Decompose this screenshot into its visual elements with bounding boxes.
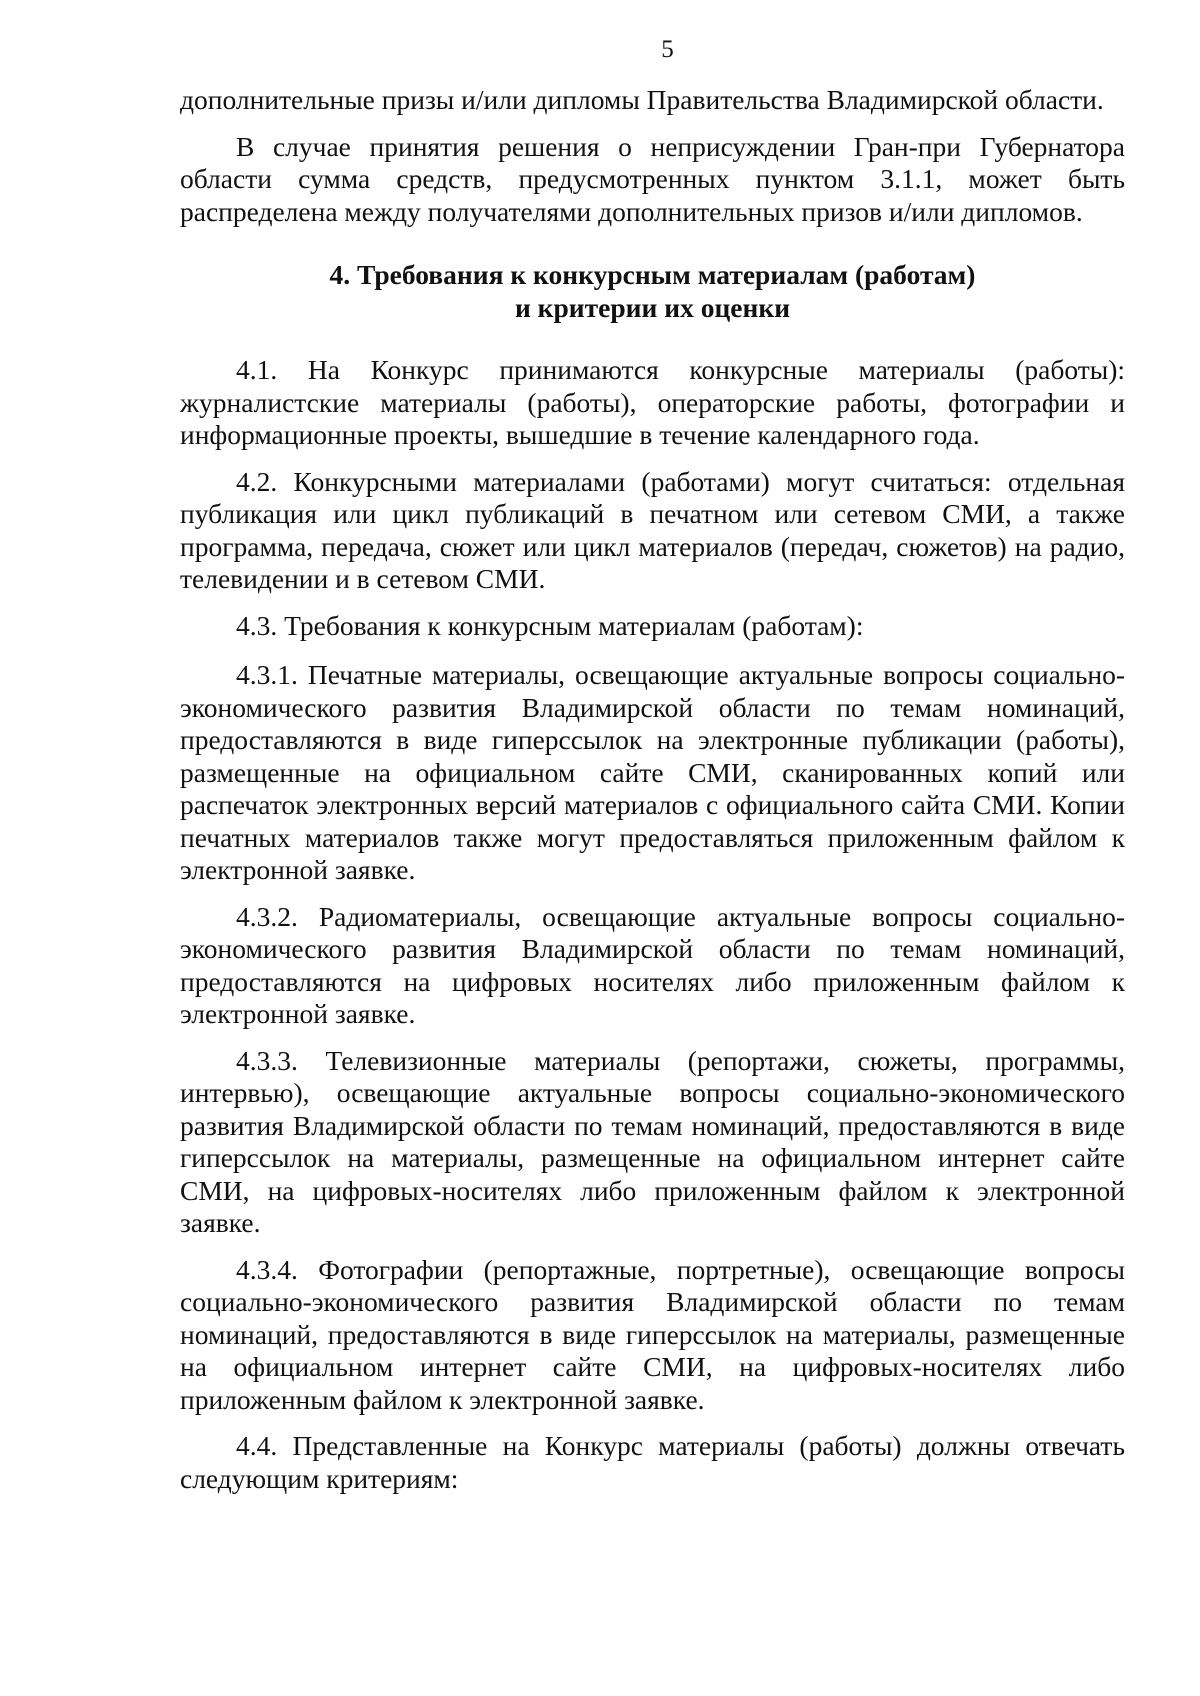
- page-number: 5: [661, 36, 674, 63]
- paragraph-4-1: 4.1. На Конкурс принимаются конкурсные материалы (работы): журналистские материалы (работы), операторские работы, фотографии и информационные проекты, вышедшие в течение календарного года.: [180, 354, 1125, 450]
- paragraph-4-4: 4.4. Представленные на Конкурс материалы (работы) должны отвечать следующим критериям:: [180, 1430, 1125, 1494]
- section-heading-line2: и критерии их оценки: [514, 292, 791, 323]
- paragraph-4-3-2: 4.3.2. Радиоматериалы, освещающие актуальные вопросы социально-экономического развития Владимирской области по темам номинаций, предоставляются на цифровых носителях либо приложенным файлом к электронной заявке.: [180, 900, 1125, 1029]
- paragraph-4-3: 4.3. Требования к конкурсным материалам (работам):: [236, 609, 864, 641]
- paragraph-4-2: 4.2. Конкурсными материалами (работами) могут считаться: отдельная публикация или цикл публикаций в печатном или сетевом СМИ, а также программа, передача, сюжет или цикл материалов (передач, сюжетов) на радио, телевидении и в сетевом СМИ.: [180, 465, 1125, 594]
- paragraph-4-3-3: 4.3.3. Телевизионные материалы (репортажи, сюжеты, программы, интервью), освещающие актуальные вопросы социально-экономического развития Владимирской области по темам номинаций, предоставляются в виде гиперссылок на материалы, размещенные на официальном интернет сайте СМИ, на цифровых-носителях либо приложенным файлом к электронной заявке.: [180, 1044, 1125, 1238]
- section-heading: [180, 258, 1125, 324]
- paragraph-grand-prix: В случае принятия решения о неприсуждении Гран-при Губернатора области сумма средств, предусмотренных пунктом 3.1.1, может быть распределена между получателями дополнительных призов и/или дипломов.: [180, 130, 1125, 227]
- paragraph-continuation: дополнительные призы и/или дипломы Правительства Владимирской области.: [180, 84, 1104, 115]
- section-heading-line1: 4. Требования к конкурсным материалам (работам): [329, 259, 976, 290]
- document-page: [180, 30, 1125, 1509]
- paragraph-4-3-4: 4.3.4. Фотографии (репортажные, портретные), освещающие вопросы социально-экономического развития Владимирской области по темам номинаций, предоставляются в виде гиперссылок на материалы, размещенные на официальном интернет сайте СМИ, на цифровых-носителях либо приложенным файлом к электронной заявке.: [180, 1253, 1125, 1415]
- paragraph-4-3-1: 4.3.1. Печатные материалы, освещающие актуальные вопросы социально-экономического развития Владимирской области по темам номинаций, предоставляются в виде гиперссылок на электронные публикации (работы), размещенные на официальном сайте СМИ, сканированных копий или распечаток электронных версий материалов с официального сайта СМИ. Копии печатных материалов также могут предоставляться приложенным файлом к электронной заявке.: [180, 659, 1125, 885]
